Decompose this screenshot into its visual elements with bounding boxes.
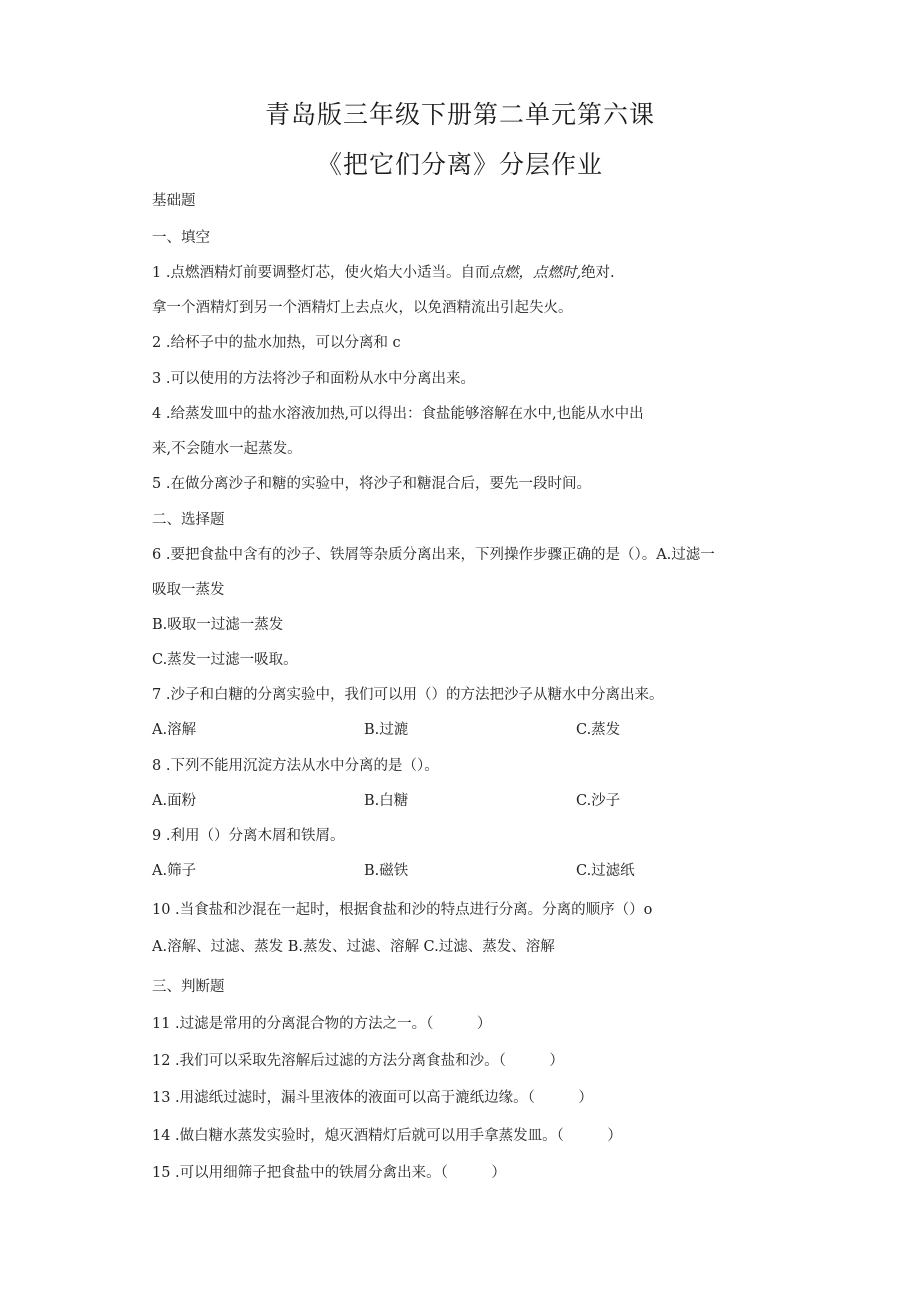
question-3: 3 .可以使用的方法将沙子和面粉从水中分离出来。: [152, 371, 475, 387]
question-4-cont: 来,不会随水一起蒸发。: [152, 441, 302, 457]
question-9: 9 .利用（）分离木屑和铁屑。: [152, 828, 345, 844]
question-6-cont: 吸取一蒸发: [152, 582, 225, 598]
part-judge: 三、判断题: [152, 979, 225, 995]
question-8: 8 .下列不能用沉淀方法从水中分离的是（）。: [152, 758, 439, 774]
question-7-option-c: C.蒸发: [576, 722, 621, 738]
question-15: 15 .可以用细筛子把食盐中的铁屑分禽出来。（ ）: [152, 1165, 506, 1181]
question-10: 10 .当食盐和沙混在一起时，根据食盐和沙的特点进行分离。分离的顺序（）o: [152, 902, 653, 918]
question-1-cont: 拿一个酒精灯到另一个酒精灯上去点火，以免酒精流出引起失火。: [152, 300, 573, 316]
question-8-option-a: A.面粉: [152, 793, 197, 809]
question-9-option-a: A.筛子: [152, 863, 197, 879]
question-7-option-a: A.溶解: [152, 722, 197, 738]
page-title: 青岛版三年级下册第二单元第六课: [264, 100, 655, 129]
question-9-option-b: B.磁铁: [364, 863, 409, 879]
question-10-options: A.溶解、过滤、蒸发 B.蒸发、过滤、溶解 C.过滤、蒸发、溶解: [152, 939, 555, 955]
question-11: 11 .过滤是常用的分离混合物的方法之一。（ ）: [152, 1016, 492, 1032]
page-subtitle: 《把它们分离》分层作业: [316, 150, 603, 179]
question-1-end: 绝对.: [581, 265, 615, 281]
question-7: 7 .沙子和白糖的分离实验中，我们可以用（）的方法把沙子从糖水中分离出来。: [152, 687, 664, 703]
question-4: 4 .给蒸发皿中的盐水溶液加热,可以得出：食盐能够溶解在水中,也能从水中出: [152, 406, 644, 422]
question-6-option-b: B.吸取一过滤一蒸发: [152, 617, 284, 633]
question-1: [152, 263, 615, 283]
question-2: 2 .给杯子中的盐水加热，可以分离和 c: [152, 335, 401, 351]
question-8-option-b: B.白糖: [364, 793, 409, 809]
question-12: 12 .我们可以采取先溶解后过滤的方法分离食盐和沙。（ ）: [152, 1053, 564, 1069]
question-8-option-c: C.沙子: [576, 793, 621, 809]
question-5: 5 .在做分离沙子和糖的实验中，将沙子和糖混合后，要先一段时间。: [152, 476, 591, 492]
part-choice: 二、选择题: [152, 512, 225, 528]
question-1-text: 1 .点燃酒精灯前要调整灯芯，使火焰大小适当。自而: [152, 265, 490, 281]
part-fill-blank: 一、填空: [152, 230, 210, 246]
question-6: 6 .要把食盐中含有的沙子、铁屑等杂质分离出来，下列操作步骤正确的是（）。A.过滤一: [152, 547, 715, 563]
question-13: 13 .用滤纸过滤时，漏斗里液体的液面可以高于漉纸边缘。（ ）: [152, 1090, 593, 1106]
section-basic: 基础题: [152, 193, 196, 209]
question-14: 14 .做白糖水蒸发实验时，熄灭酒精灯后就可以用手拿蒸发皿。（ ）: [152, 1128, 622, 1144]
question-9-option-c: C.过滤纸: [576, 863, 635, 879]
question-6-option-c: C.蒸发一过滤一吸取。: [152, 652, 298, 668]
question-7-option-b: B.过漉: [364, 722, 409, 738]
question-1-italic: 点燃，点燃时,: [489, 265, 582, 281]
